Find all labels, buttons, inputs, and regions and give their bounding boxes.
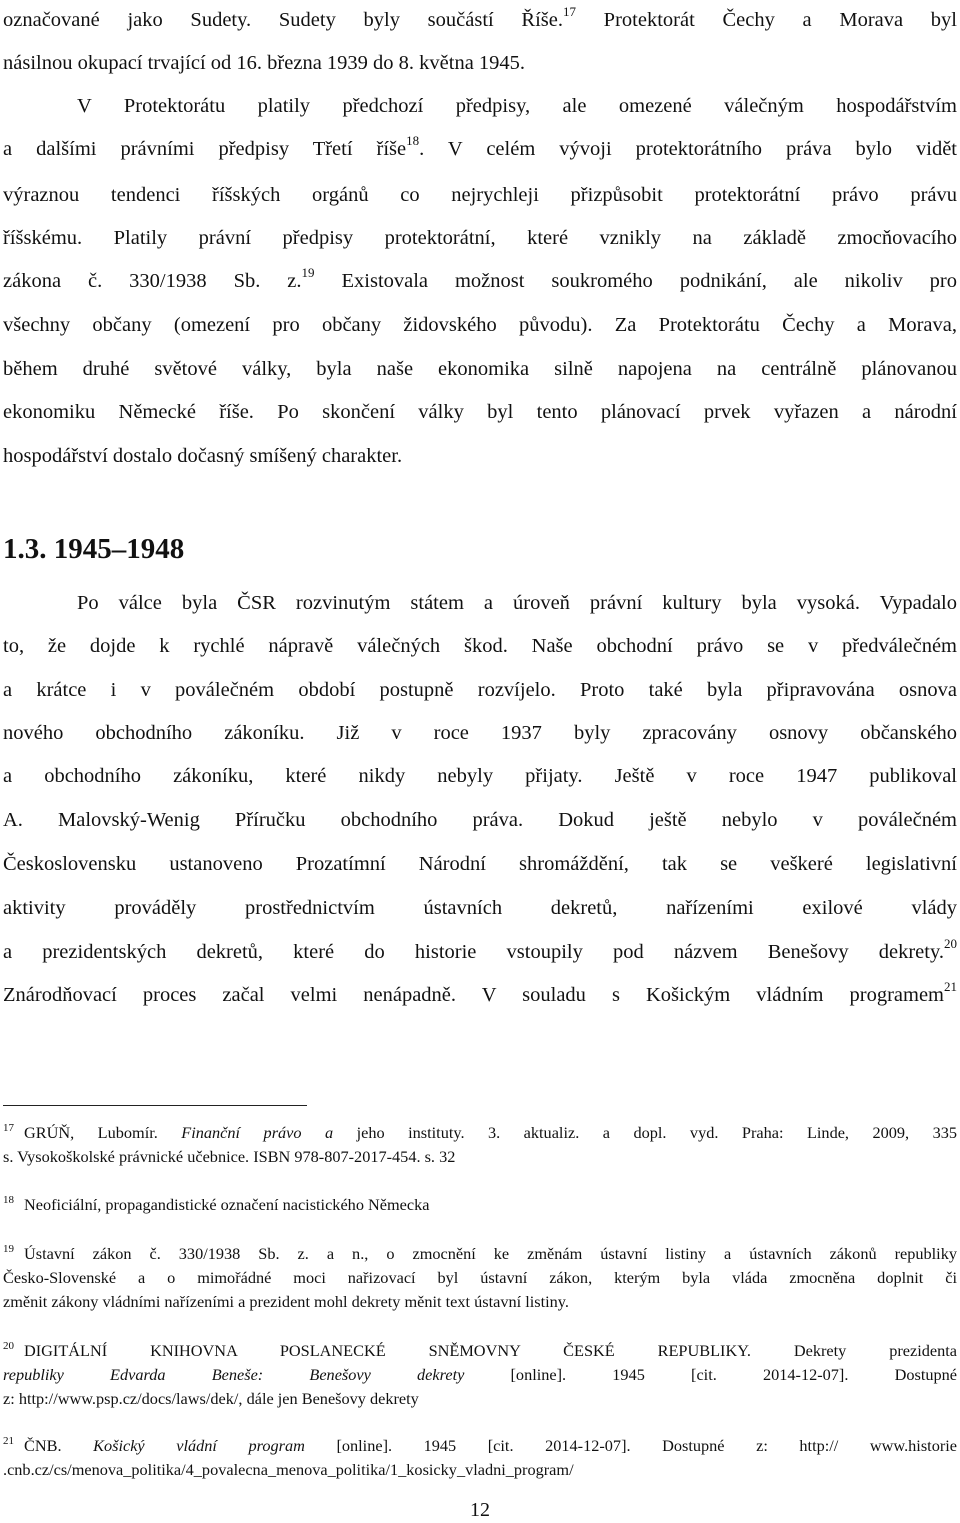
body-line-7: zákona č. 330/1938 Sb. z.$^{19}$ Existovala možnost soukromého podnikání, ale nikoliv pro xyxy=(3,265,958,292)
footnote-ref-21[interactable]: 21 xyxy=(944,979,957,994)
section-line-9: a prezidentských dekretů, které do historie vstoupily pod názvem Benešovy dekrety.$^{20}$ xyxy=(3,936,957,963)
body-line-6: říšskému. Platily právní předpisy protektorátní, které vznikly na základě zmocňovacího xyxy=(3,227,957,249)
page-number: 12 xyxy=(470,1499,490,1521)
footnote-19-line-3: změnit zákony vládními nařízeními a prezident mohl dekrety měnit text ústavní listiny. xyxy=(3,1292,569,1311)
section-line-4: nového obchodního zákoníku. Již v roce 1937 byly zpracovány osnovy občanského xyxy=(3,722,957,744)
footnote-17-line-2: s. Vysokoškolské právnické učebnice. ISBN 978-807-2017-454. s. 32 xyxy=(3,1147,456,1166)
section-heading: 1.3. 1945–1948 xyxy=(3,533,185,565)
section-line-2: to, že dojde k rychlé nápravě válečných škod. Naše obchodní právo se v předválečném xyxy=(3,635,957,657)
footnote-number: 19 xyxy=(3,1243,14,1255)
footnote-20-line-1: $^{20}$ DIGITÁLNÍ KNIHOVNA POSLANECKÉ SNĚMOVNY ČESKÉ REPUBLIKY. Dekrety prezidenta xyxy=(3,1340,957,1360)
section-line-8: aktivity prováděly prostřednictvím ústavních dekretů, nařízeními exilové vlády xyxy=(3,897,957,919)
section-line-10: Znárodňovací proces začal velmi nenápadně. V souladu s Košickým vládním programem$^{21}$ xyxy=(3,979,957,1006)
body-line-8: všechny občany (omezení pro občany židovského původu). Za Protektorátu Čechy a Morava, xyxy=(3,314,957,336)
footnote-21-line-2[interactable]: .cnb.cz/cs/menova_politika/4_povalecna_menova_politika/1_kosicky_vladni_program/ xyxy=(3,1460,574,1479)
footnote-ref-18[interactable]: 18 xyxy=(406,133,420,148)
body-line-3: V Protektorátu platily předchozí předpisy, ale omezené válečným hospodářstvím xyxy=(77,95,957,117)
footnote-number: 21 xyxy=(3,1435,14,1447)
section-line-3: a krátce i v poválečném období postupně rozvíjelo. Proto také byla připravována osnova xyxy=(3,679,957,701)
footnote-ref-19[interactable]: 19 xyxy=(301,265,315,280)
body-line-4: a dalšími právními předpisy Třetí říše$^{18}$. V celém vývoji protektorátního práva bylo vidět xyxy=(3,133,957,160)
footnote-number: 17 xyxy=(3,1122,14,1134)
body-line-10: ekonomiku Německé říše. Po skončení války byl tento plánovací prvek vyřazen a národní xyxy=(3,401,957,423)
body-line-9: během druhé světové války, byla naše ekonomika silně napojena na centrálně plánovanou xyxy=(3,358,957,380)
section-line-6: A. Malovský-Wenig Příručku obchodního práva. Dokud ještě nebylo v poválečném xyxy=(3,809,957,831)
section-line-1: Po válce byla ČSR rozvinutým státem a úroveň právní kultury byla vysoká. Vypadalo xyxy=(77,592,957,614)
footnote-20-line-3: z: http://www.psp.cz/docs/laws/dek/, dále jen Benešovy dekrety xyxy=(3,1389,419,1408)
footnote-number: 18 xyxy=(3,1194,14,1206)
body-line-11: hospodářství dostalo dočasný smíšený charakter. xyxy=(3,445,403,467)
footnote-20-line-2: republiky Edvarda Beneše: Benešovy dekrety [online]. 1945 [cit. 2014-12-07]. Dostupné xyxy=(3,1365,957,1384)
footnote-19-line-2: Česko-Slovenské a o mimořádné moci nařizovací byl ústavní zákon, kterým byla vláda zmocněna doplnit či xyxy=(3,1268,957,1287)
section-line-7: Československu ustanoveno Prozatímní Národní shromáždění, tak se veškeré legislativní xyxy=(3,853,957,875)
section-line-5: a obchodního zákoníku, které nikdy nebyly přijaty. Ještě v roce 1947 publikoval xyxy=(3,765,957,787)
body-line-5: výraznou tendenci říšských orgánů co nejrychleji přizpůsobit protektorátní právo právu xyxy=(3,184,957,206)
body-line-1: označované jako Sudety. Sudety byly součástí Říše.$^{17}$ Protektorát Čechy a Morava byl xyxy=(3,4,957,31)
footnote-18-line-1: $^{18}$ Neoficiální, propagandistické označení nacistického Německa xyxy=(3,1194,430,1214)
footnote-19-line-1: $^{19}$ Ústavní zákon č. 330/1938 Sb. z. a n., o zmocnění ke změnám ústavní listiny a ústavních zákonů republiky xyxy=(3,1243,957,1263)
footnote-21-line-1: $^{21}$ ČNB. Košický vládní program [online]. 1945 [cit. 2014-12-07]. Dostupné z: http:// www.historie xyxy=(3,1435,958,1455)
body-line-2: násilnou okupací trvající od 16. března 1939 do 8. května 1945. xyxy=(3,52,526,74)
footnote-17-line-1: $^{17}$ GRÚŇ, Lubomír. Finanční právo a jeho instituty. 3. aktualiz. a dopl. vyd. Praha: Linde, 2009, 335 xyxy=(3,1122,958,1142)
footnote-ref-20[interactable]: 20 xyxy=(944,936,957,951)
footnote-ref-17[interactable]: 17 xyxy=(562,4,576,19)
footnote-separator xyxy=(3,1105,307,1106)
footnote-number: 20 xyxy=(3,1340,14,1352)
footnote-21-link[interactable]: [online]. 1945 [cit. 2014-12-07]. Dostupné z: http:// www.historie xyxy=(304,1436,958,1455)
